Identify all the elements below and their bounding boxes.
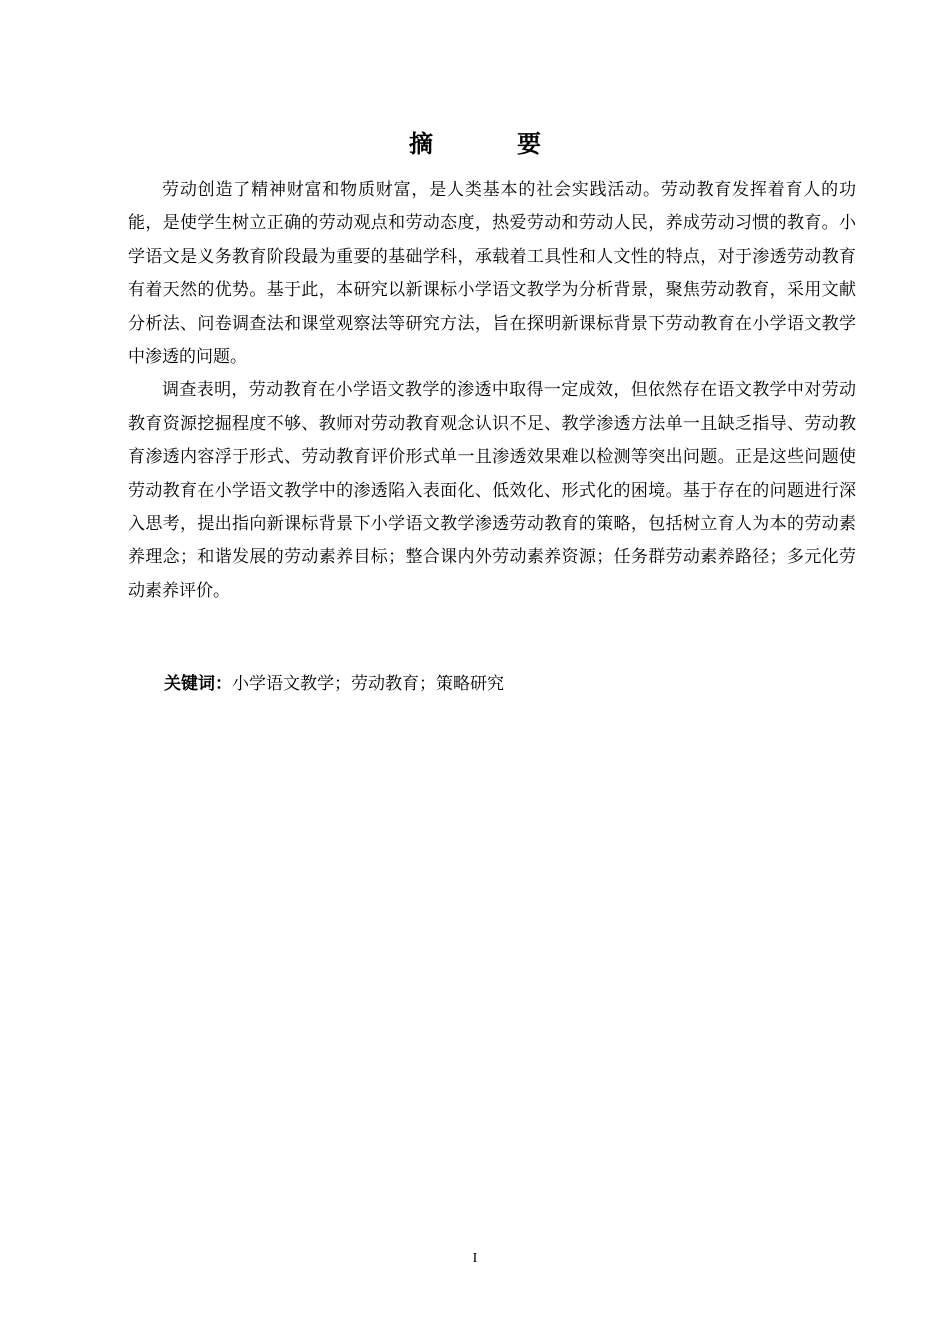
keywords-line — [164, 668, 854, 700]
abstract-body — [128, 174, 856, 608]
abstract-paragraph-2: 调查表明，劳动教育在小学语文教学的渗透中取得一定成效，但依然存在语文教学中对劳动教育资源挖掘程度不够、教师对劳动教育观念认识不足、教学渗透方法单一且缺乏指导、劳动教育渗透内容浮于形式、劳动教育评价形式单一且渗透效果难以检测等突出问题。正是这些问题使劳动教育在小学语文教学中的渗透陷入表面化、低效化、形式化的困境。基于存在的问题进行深入思考，提出指向新课标背景下小学语文教学渗透劳动教育的策略，包括树立育人为本的劳动素养理念；和谐发展的劳动素养目标；整合课内外劳动素养资源；任务群劳动素养路径；多元化劳动素养评价。 — [128, 380, 856, 601]
page-number: I — [472, 1251, 478, 1266]
abstract-paragraph-1: 劳动创造了精神财富和物质财富，是人类基本的社会实践活动。劳动教育发挥着育人的功能，是使学生树立正确的劳动观点和劳动态度，热爱劳动和劳动人民，养成劳动习惯的教育。小学语文是义务教育阶段最为重要的基础学科，承载着工具性和人文性的特点，对于渗透劳动教育有着天然的优势。基于此，本研究以新课标小学语文教学为分析背景，聚焦劳动教育，采用文献分析法、问卷调查法和课堂观察法等研究方法，旨在探明新课标背景下劳动教育在小学语文教学中渗透的问题。 — [128, 180, 856, 368]
page-title: 摘 要 — [409, 130, 571, 158]
keywords-label: 关键词： — [164, 674, 232, 694]
keywords-value: 小学语文教学；劳动教育；策略研究 — [232, 674, 504, 694]
